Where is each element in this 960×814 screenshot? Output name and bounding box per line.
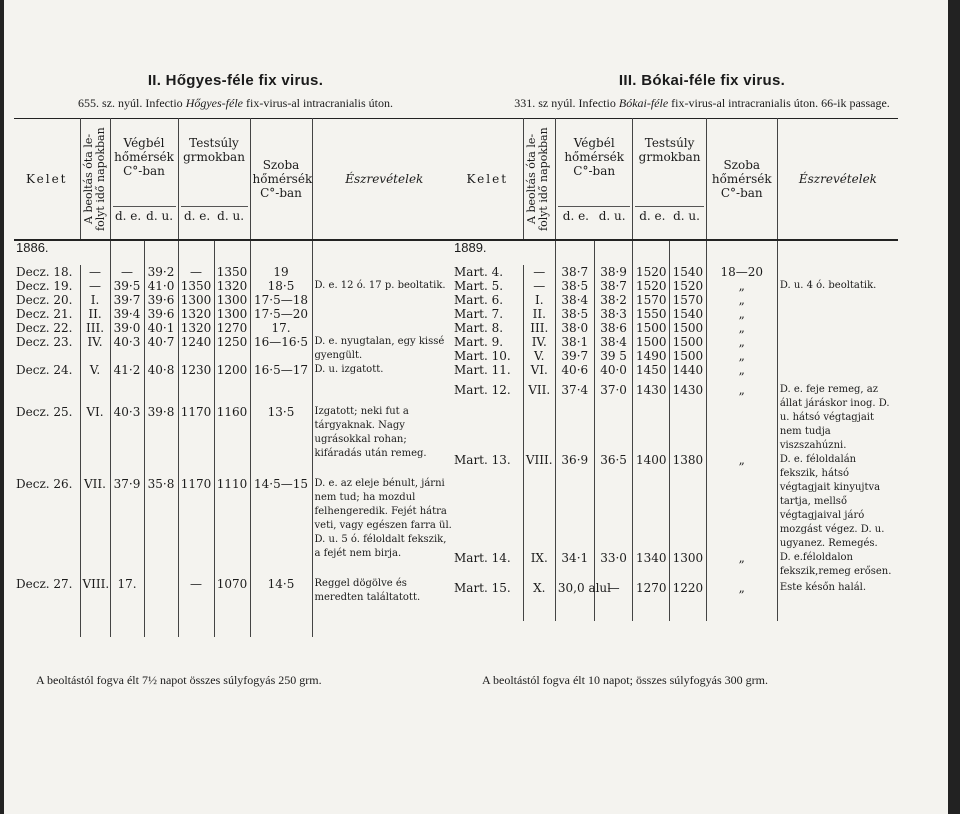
header-szoba: Szoba hőmérsék C°-ban: [250, 119, 312, 241]
temp-de-cell: 37·9: [110, 477, 144, 577]
room-temp-cell: „: [706, 321, 777, 335]
weight-de-cell: 1320: [178, 307, 214, 321]
table-row: [14, 279, 456, 293]
date-cell: Mart. 9.: [452, 335, 523, 349]
table-row: [452, 335, 898, 349]
day-cell: I.: [523, 293, 555, 307]
header-vegbel: Végbél hőmérsék C°-ban d. e. d. u.: [555, 119, 633, 241]
weight-du-cell: 1300: [214, 293, 250, 307]
header-testsuly: Testsúly grmokban d. e. d. u.: [633, 119, 706, 241]
temp-de-cell: 39·4: [110, 307, 144, 321]
weight-du-cell: 1320: [214, 279, 250, 293]
temp-de-cell: 39·7: [110, 293, 144, 307]
header-days: A beoltás óta le-folyt idő napokban: [80, 119, 110, 241]
date-cell: Mart. 7.: [452, 307, 523, 321]
day-cell: V.: [80, 363, 110, 405]
table-row: [452, 383, 898, 453]
date-cell: Decz. 27.: [14, 577, 80, 637]
day-cell: —: [80, 265, 110, 279]
note-cell: [777, 335, 898, 349]
table-row: [14, 405, 456, 477]
weight-de-cell: 1170: [178, 405, 214, 477]
weight-du-cell: 1270: [214, 321, 250, 335]
footer-summary: A beoltástól fogva élt 10 napot; összes súlyfogyás 300 grm.: [482, 673, 768, 687]
room-temp-cell: „: [706, 363, 777, 383]
weight-de-cell: 1400: [633, 453, 670, 551]
room-temp-cell: „: [706, 335, 777, 349]
temp-de-cell: 38·4: [555, 293, 594, 307]
subtitle-text: 655. sz. nyúl. Infectio: [78, 96, 186, 110]
weight-du-cell: 1500: [670, 335, 707, 349]
observation-table: [452, 118, 898, 621]
day-cell: X.: [523, 581, 555, 621]
weight-de-cell: 1550: [633, 307, 670, 321]
room-temp-cell: 17.: [250, 321, 312, 335]
temp-du-cell: 36·5: [594, 453, 633, 551]
table-row: [14, 363, 456, 405]
date-cell: Mart. 12.: [452, 383, 523, 453]
weight-du-cell: 1160: [214, 405, 250, 477]
table-row: [14, 293, 456, 307]
room-temp-cell: 18—20: [706, 265, 777, 279]
header-vegbel: Végbél hőmérsék C°-ban d. e. d. u.: [110, 119, 178, 241]
weight-de-cell: 1320: [178, 321, 214, 335]
weight-de-cell: 1350: [178, 279, 214, 293]
day-cell: IV.: [80, 335, 110, 363]
header-kelet: Kelet: [14, 119, 80, 241]
header-szoba: Szoba hőmérsék C°-ban: [706, 119, 777, 241]
header-eszrevetelek: Észrevételek: [312, 119, 456, 241]
temp-du-cell: 38·2: [594, 293, 633, 307]
table-row: [452, 279, 898, 293]
temp-du-cell: 38·7: [594, 279, 633, 293]
temp-de-cell: 39·5: [110, 279, 144, 293]
note-cell: [777, 349, 898, 363]
weight-de-cell: 1270: [633, 581, 670, 621]
note-cell: [777, 363, 898, 383]
weight-de-cell: 1490: [633, 349, 670, 363]
page-edge-right: [948, 0, 960, 814]
temp-de-cell: 38·0: [555, 321, 594, 335]
date-cell: Decz. 18.: [14, 265, 80, 279]
table-row: [452, 551, 898, 581]
weight-de-cell: 1450: [633, 363, 670, 383]
weight-de-cell: 1500: [633, 321, 670, 335]
weight-de-cell: 1430: [633, 383, 670, 453]
room-temp-cell: „: [706, 551, 777, 581]
year-label: 1889.: [454, 240, 487, 255]
day-cell: VIII.: [80, 577, 110, 637]
weight-de-cell: —: [178, 577, 214, 637]
weight-du-cell: 1440: [670, 363, 707, 383]
temp-de-cell: 38·5: [555, 307, 594, 321]
date-cell: Mart. 15.: [452, 581, 523, 621]
note-cell: D. e. nyugtalan, egy kissé gyengült.: [314, 336, 445, 361]
page-edge-left: [0, 0, 4, 814]
weight-de-cell: 1520: [633, 279, 670, 293]
date-cell: Mart. 6.: [452, 293, 523, 307]
temp-du-cell: 40·8: [144, 363, 178, 405]
weight-du-cell: 1350: [214, 265, 250, 279]
weight-du-cell: 1110: [214, 477, 250, 577]
note-cell: D. e. 12 ó. 17 p. beoltatik.: [314, 280, 446, 291]
note-cell: D. e.féloldalon fekszik,remeg erősen.: [779, 552, 892, 577]
weight-de-cell: 1240: [178, 335, 214, 363]
temp-de-cell: 38·7: [555, 265, 594, 279]
day-cell: VII.: [523, 383, 555, 453]
date-cell: Decz. 23.: [14, 335, 80, 363]
temp-de-cell: 41·2: [110, 363, 144, 405]
day-cell: VII.: [80, 477, 110, 577]
room-temp-cell: „: [706, 349, 777, 363]
day-cell: I.: [80, 293, 110, 307]
note-cell: [777, 293, 898, 307]
weight-du-cell: 1570: [670, 293, 707, 307]
day-cell: II.: [80, 307, 110, 321]
date-cell: Decz. 24.: [14, 363, 80, 405]
date-cell: Mart. 14.: [452, 551, 523, 581]
temp-de-cell: 37·4: [555, 383, 594, 453]
weight-du-cell: 1540: [670, 265, 707, 279]
room-temp-cell: 19: [250, 265, 312, 279]
weight-du-cell: 1520: [670, 279, 707, 293]
temp-de-cell: 38·1: [555, 335, 594, 349]
temp-du-cell: 33·0: [594, 551, 633, 581]
temp-de-cell: 40·3: [110, 335, 144, 363]
day-cell: II.: [523, 307, 555, 321]
date-cell: Decz. 22.: [14, 321, 80, 335]
day-cell: IX.: [523, 551, 555, 581]
subtitle-text-end: fix-virus-al intracranialis úton.: [243, 96, 393, 110]
day-cell: —: [523, 265, 555, 279]
day-cell: VIII.: [523, 453, 555, 551]
table-row: [14, 321, 456, 335]
room-temp-cell: 16—16·5: [250, 335, 312, 363]
room-temp-cell: 14·5: [250, 577, 312, 637]
temp-de-cell: 30,0 alul: [555, 581, 594, 621]
date-cell: Mart. 4.: [452, 265, 523, 279]
year-label: 1886.: [16, 240, 49, 255]
temp-du-cell: 39·8: [144, 405, 178, 477]
weight-du-cell: 1250: [214, 335, 250, 363]
date-cell: Mart. 8.: [452, 321, 523, 335]
date-cell: Decz. 25.: [14, 405, 80, 477]
temp-du-cell: 39·6: [144, 293, 178, 307]
note-cell: Izgatott; neki fut a tárgyaknak. Nagy ugrásokkal rohan; kifáradás után remeg.: [314, 406, 427, 459]
note-cell: [777, 321, 898, 335]
table-row: [14, 265, 456, 279]
temp-du-cell: —: [594, 581, 633, 621]
note-cell: Reggel dögölve és meredten találtatott.: [314, 578, 421, 603]
table-row: [14, 477, 456, 577]
note-cell: [777, 265, 898, 279]
date-cell: Decz. 26.: [14, 477, 80, 577]
subtitle-text: 331. sz nyúl. Infectio: [514, 96, 619, 110]
note-cell: D. u. 4 ó. beoltatik.: [779, 280, 877, 291]
room-temp-cell: „: [706, 383, 777, 453]
temp-du-cell: 40·0: [594, 363, 633, 383]
weight-du-cell: 1300: [670, 551, 707, 581]
weight-de-cell: 1170: [178, 477, 214, 577]
year-row: [14, 240, 456, 265]
date-cell: Mart. 10.: [452, 349, 523, 363]
section-subtitle: [8, 96, 463, 111]
weight-du-cell: 1500: [670, 321, 707, 335]
note-cell: [312, 307, 456, 321]
date-cell: Mart. 11.: [452, 363, 523, 383]
weight-de-cell: 1230: [178, 363, 214, 405]
note-cell: D. e. feje remeg, az állat járáskor inog. D. u. hátsó végtagjait nem tudja viszszahúzni.: [779, 384, 890, 451]
temp-du-cell: 38·9: [594, 265, 633, 279]
subtitle-italic: Hőgyes-féle: [185, 96, 243, 110]
header-eszrevetelek: Észrevételek: [777, 119, 898, 241]
temp-de-cell: 39·7: [555, 349, 594, 363]
note-cell: D. e. féloldalán fekszik, hátsó végtagjait kinyujtva tartja, mellső végtagjaival járó mozgást végez. D. u. ugyanez. Remegés.: [779, 454, 885, 549]
room-temp-cell: „: [706, 453, 777, 551]
header-kelet: Kelet: [452, 119, 523, 241]
table-row: [452, 265, 898, 279]
temp-du-cell: 39·2: [144, 265, 178, 279]
room-temp-cell: 17·5—18: [250, 293, 312, 307]
temp-du-cell: 37·0: [594, 383, 633, 453]
weight-du-cell: 1500: [670, 349, 707, 363]
weight-de-cell: 1520: [633, 265, 670, 279]
room-temp-cell: „: [706, 293, 777, 307]
table-row: [14, 335, 456, 363]
day-cell: V.: [523, 349, 555, 363]
weight-de-cell: 1300: [178, 293, 214, 307]
temp-de-cell: 40·3: [110, 405, 144, 477]
date-cell: Mart. 5.: [452, 279, 523, 293]
subtitle-italic: Bókai-féle: [618, 96, 669, 110]
temp-de-cell: 17.: [110, 577, 144, 637]
table-row: [452, 363, 898, 383]
year-row: [452, 240, 898, 265]
header-testsuly: Testsúly grmokban d. e. d. u.: [178, 119, 250, 241]
weight-du-cell: 1300: [214, 307, 250, 321]
day-cell: IV.: [523, 335, 555, 349]
temp-du-cell: 38·3: [594, 307, 633, 321]
section-subtitle: [452, 96, 952, 111]
table-row: [452, 581, 898, 621]
room-temp-cell: 14·5—15: [250, 477, 312, 577]
temp-du-cell: 38·4: [594, 335, 633, 349]
date-cell: Decz. 19.: [14, 279, 80, 293]
note-cell: [312, 265, 456, 279]
note-cell: Este későn halál.: [779, 582, 867, 593]
weight-du-cell: 1380: [670, 453, 707, 551]
table-row: [452, 307, 898, 321]
weight-du-cell: 1200: [214, 363, 250, 405]
temp-du-cell: 39·6: [144, 307, 178, 321]
temp-du-cell: 40·7: [144, 335, 178, 363]
temp-du-cell: [144, 577, 178, 637]
section-title: II. Hőgyes-féle fix virus.: [147, 72, 324, 89]
weight-du-cell: 1070: [214, 577, 250, 637]
subtitle-text-end: fix-virus-al intracranialis úton. 66-ik passage.: [668, 96, 890, 110]
temp-de-cell: 36·9: [555, 453, 594, 551]
temp-du-cell: 41·0: [144, 279, 178, 293]
temp-du-cell: 40·1: [144, 321, 178, 335]
temp-de-cell: 40·6: [555, 363, 594, 383]
day-cell: —: [80, 279, 110, 293]
table-row: [452, 453, 898, 551]
note-cell: [777, 307, 898, 321]
note-cell: D. e. az eleje bénult, járni nem tud; ha mozdul felhengeredik. Fejét hátra veti, vagy egészen farra ül. D. u. 5 ó. féloldalt fekszik, a fejét nem birja.: [314, 478, 452, 559]
table-row: [452, 349, 898, 363]
room-temp-cell: 17·5—20: [250, 307, 312, 321]
date-cell: Decz. 20.: [14, 293, 80, 307]
room-temp-cell: „: [706, 307, 777, 321]
weight-du-cell: 1430: [670, 383, 707, 453]
day-cell: VI.: [523, 363, 555, 383]
footer-summary: A beoltástól fogva élt 7½ napot összes súlyfogyás 250 grm.: [36, 673, 322, 687]
day-cell: —: [523, 279, 555, 293]
observation-table: [14, 118, 456, 637]
note-cell: [312, 293, 456, 307]
header-days: A beoltás óta le-folyt idő napokban: [523, 119, 555, 241]
temp-de-cell: 39·0: [110, 321, 144, 335]
note-cell: [312, 321, 456, 335]
day-cell: VI.: [80, 405, 110, 477]
room-temp-cell: 16·5—17: [250, 363, 312, 405]
weight-du-cell: 1220: [670, 581, 707, 621]
room-temp-cell: „: [706, 279, 777, 293]
temp-du-cell: 38·6: [594, 321, 633, 335]
temp-de-cell: 38·5: [555, 279, 594, 293]
day-cell: III.: [523, 321, 555, 335]
table-row: [452, 321, 898, 335]
temp-du-cell: 35·8: [144, 477, 178, 577]
section-title: III. Bókai-féle fix virus.: [618, 72, 786, 89]
day-cell: III.: [80, 321, 110, 335]
temp-de-cell: 34·1: [555, 551, 594, 581]
weight-de-cell: 1570: [633, 293, 670, 307]
weight-de-cell: 1500: [633, 335, 670, 349]
table-row: [14, 577, 456, 637]
table-row: [452, 293, 898, 307]
weight-de-cell: —: [178, 265, 214, 279]
weight-de-cell: 1340: [633, 551, 670, 581]
temp-du-cell: 39 5: [594, 349, 633, 363]
room-temp-cell: 18·5: [250, 279, 312, 293]
room-temp-cell: 13·5: [250, 405, 312, 477]
table-row: [14, 307, 456, 321]
note-cell: D. u. izgatott.: [314, 364, 384, 375]
temp-de-cell: —: [110, 265, 144, 279]
date-cell: Mart. 13.: [452, 453, 523, 551]
date-cell: Decz. 21.: [14, 307, 80, 321]
room-temp-cell: „: [706, 581, 777, 621]
weight-du-cell: 1540: [670, 307, 707, 321]
